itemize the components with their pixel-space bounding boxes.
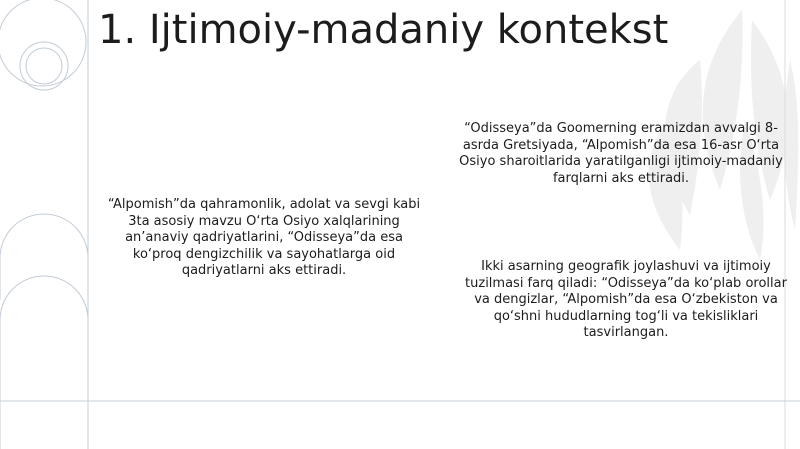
geography-comparison-text: Ikki asarning geografik joylashuvi va ijtimoiy tuzilmasi farq qiladi: “Odisseya”da ko‘plab orollar va dengizlar, “Alpomish”da esa O‘zbekiston va qo‘shni hududlarning tog‘li va tekisliklari tasvirlangan. [465,259,787,340]
deco-arch-upper [0,214,88,300]
alpomish-values-text: “Alpomish”da qahramonlik, adolat va sevgi kabi 3ta asosiy mavzu O‘rta Osiyo xalqlarining an’anaviy qadriyatlarini, “Odisseya”da esa ko‘proq dengizchilik va sayohatlarga oid qadriyatlarni aks ettiradi. [107,197,421,278]
deco-circle-medium [20,42,68,90]
historical-context-text: “Odisseya”da Goomerning eramizdan avvalgi 8-asrda Gretsiyada, “Alpomish”da esa 16-asr O‘rta Osiyo sharoitlarida yaratilganligi ijtimoiy-madaniy farqlarni aks ettiradi. [459,121,783,186]
deco-circle-small [26,48,62,84]
slide-title: 1. Ijtimoiy-madaniy kontekst [98,7,669,53]
deco-arch-lower [0,276,88,449]
deco-circle-large [0,0,86,86]
